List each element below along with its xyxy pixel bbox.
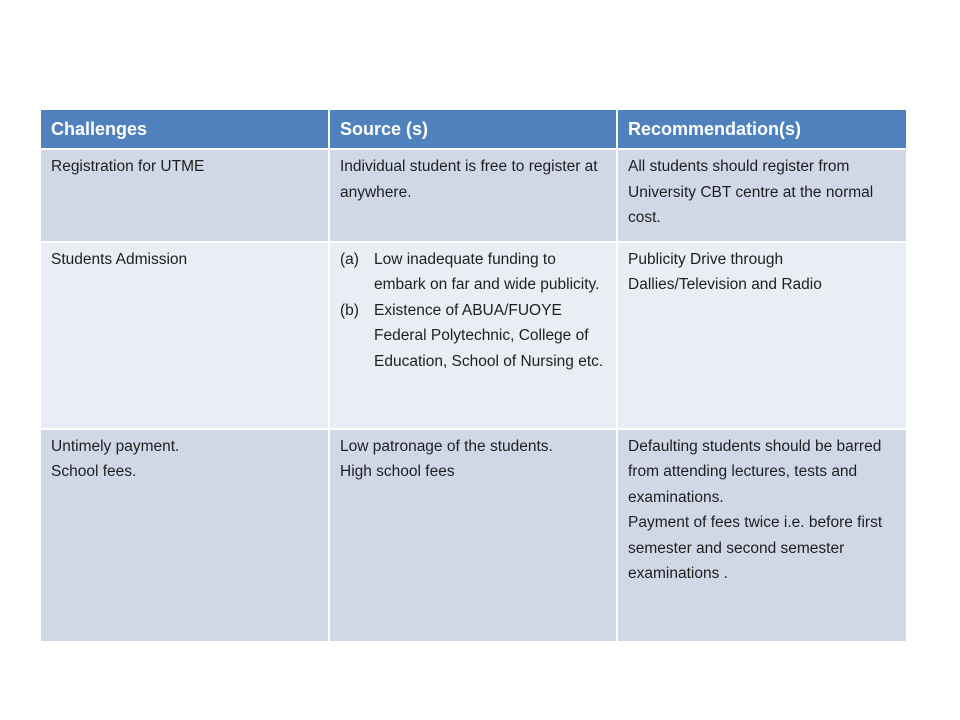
list-item-text: Existence of ABUA/FUOYE Federal Polytechnic, College of Education, School of Nursing etc. — [374, 301, 604, 370]
cell-text: School fees. — [51, 463, 137, 480]
header-challenges: Challenges — [41, 110, 329, 149]
cell-source — [329, 149, 617, 242]
cell-text: Untimely payment. — [51, 437, 180, 455]
table-row — [41, 242, 906, 429]
cell-text: Low patronage of the students. — [340, 437, 553, 455]
cell-recommendation — [617, 149, 906, 242]
cell-text: Publicity Drive through Dallies/Television and Radio — [628, 250, 822, 293]
cell-text: High school fees — [340, 463, 455, 480]
header-recommendation: Recommendation(s) — [617, 110, 906, 149]
cell-challenge — [41, 149, 329, 242]
table-row — [41, 429, 906, 642]
list-marker: (b) — [340, 301, 359, 319]
cell-source — [329, 242, 617, 429]
header-source: Source (s) — [329, 110, 617, 149]
header-row — [41, 110, 906, 149]
cell-text: Students Admission — [51, 250, 188, 268]
list-item — [340, 298, 606, 375]
cell-text: Payment of fees twice i.e. before first semester and second semester examinations . — [628, 514, 883, 582]
table-header — [41, 110, 906, 149]
list-item — [340, 247, 606, 298]
cell-text: Registration for UTME — [51, 158, 205, 175]
list-marker: (a) — [340, 250, 359, 268]
cell-text: All students should register from University CBT centre at the normal cost. — [628, 158, 874, 226]
cell-recommendation — [617, 429, 906, 642]
cell-challenge — [41, 242, 329, 429]
cell-source — [329, 429, 617, 642]
cell-text: Defaulting students should be barred from attending lectures, tests and examinations. — [628, 437, 882, 506]
table-row — [41, 149, 906, 242]
cell-recommendation — [617, 242, 906, 429]
challenges-table — [41, 110, 906, 643]
list-item-text: Low inadequate funding to embark on far and wide publicity. — [374, 250, 600, 293]
cell-text: Individual student is free to register at anywhere. — [340, 158, 598, 201]
cell-challenge — [41, 429, 329, 642]
table-body — [41, 149, 906, 642]
